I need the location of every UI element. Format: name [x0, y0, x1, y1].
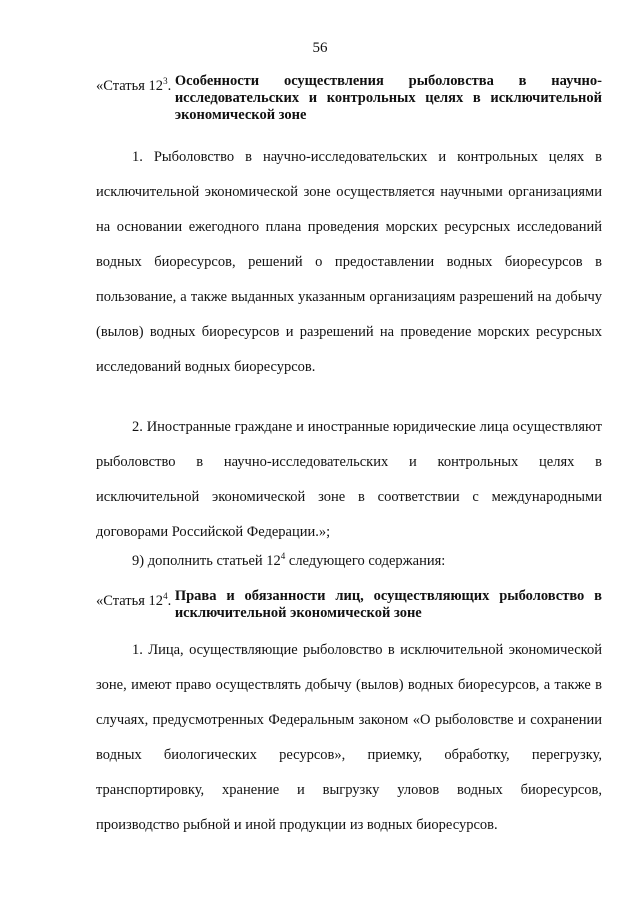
article-number-superscript: 4 [280, 551, 286, 562]
article-title: Права и обязанности лиц, осуществляющих рыболовство в исключительной экономической зоне [174, 588, 602, 621]
article-number-superscript: 3 [163, 76, 168, 86]
paragraph-2: 2. Иностранные граждане и иностранные юридические лица осуществляют рыболовство в научно-исследовательских и контрольных целях в исключительной экономической зоне в соответствии с международными договорами Российской Федерации.»; [96, 419, 602, 540]
article-prefix: «Статья $12^4$. [96, 591, 175, 609]
article-title: Особенности осуществления рыболовства в научно-исследовательских и контрольных целях в исключительной экономической зоне [174, 73, 602, 123]
paragraph-3: 1. Лица, осуществляющие рыболовство в исключительной экономической зоне, имеют право осуществлять добычу (вылов) водных биоресурсов, а также в случаях, предусмотренных Федеральным законом «О рыболовстве и сохранении водных биологических ресурсов», приемку, обработку, перегрузку, транспортировку, хранение и выгрузку уловов водных биоресурсов, производство рыбной и иной продукции из водных биоресурсов. [96, 642, 602, 833]
paragraph-1: 1. Рыболовство в научно-исследовательских и контрольных целях в исключительной экономической зоне осуществляется научными организациями на основании ежегодного плана проведения морских ресурсных исследований водных биоресурсов, решений о предоставлении водных биоресурсов в пользование, а также выданных указанным организациям разрешений на добычу (вылов) водных биоресурсов и разрешений на проведение морских ресурсных исследований водных биоресурсов. [96, 149, 602, 375]
article-12-4-heading [96, 588, 602, 622]
article-number-superscript: 4 [163, 591, 168, 601]
page-number: 56 [312, 40, 328, 56]
amendment-line: 9) дополнить статьей $12^4$ следующего содержания: [132, 551, 446, 569]
article-12-3-heading [96, 73, 602, 124]
article-prefix: «Статья $12^3$. [96, 76, 175, 94]
